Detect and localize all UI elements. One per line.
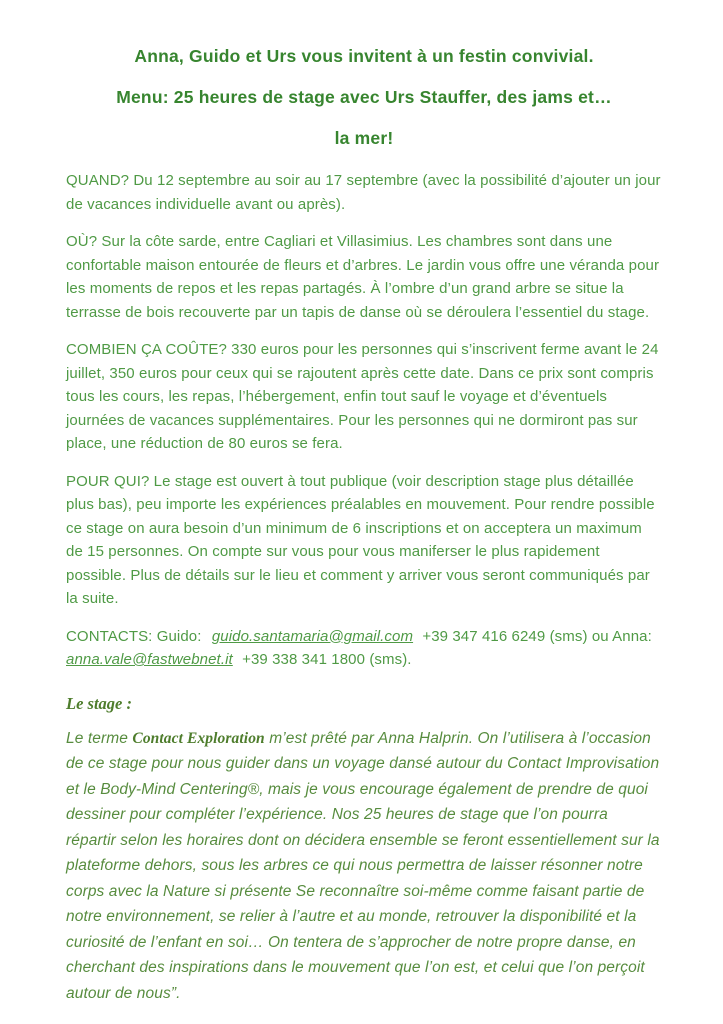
title-line-2: Menu: 25 heures de stage avec Urs Stauffer, des jams et… (116, 87, 612, 107)
guido-phone: +39 347 416 6249 (sms) ou (422, 627, 609, 645)
stage-body-text: m’est prêté par Anna Halprin. On l’utilisera à l’occasion de ce stage pour nous guider dans un voyage dansé autour du Contact Improvisation et le Body-Mind Centering®, mais je vous encourage également de prendre de quoi dessiner pour compléter l’expérience. Nos 25 heures de stage que l’on pourra répartir selon les horaires dont on décidera ensemble se feront essentiellement sur la plateforme dehors, sous les arbres ce qui nous permettra de laisser résonner notre corps avec la Nature si présente Se reconnaître soi-même comme faisant partie de notre environnement, se relier à l’autre et au monde, retrouver la disponibilité et la curiosité de l’enfant en soi… On tentera de s’approcher de notre propre danse, en cherchant des inspirations dans le mouvement que l’on est, et celui que l’on perçoit autour de nous”. (66, 729, 660, 1002)
anna-email-link[interactable]: anna.vale@fastwebnet.it (66, 651, 233, 668)
title-line-3: la mer! (334, 128, 394, 148)
paragraph-pour-qui: POUR QUI? Le stage est ouvert à tout publique (voir description stage plus détaillée plus bas), peu importe les expériences préalables en mouvement. Pour rendre possible ce stage on aura besoin d’un minimum de 6 inscriptions et on acceptera un maximum de 15 personnes. On compte sur vous pour vous maniferser le plus rapidement possible. Plus de détails sur le lieu et comment y arriver vous seront communiqués par la suite. (66, 472, 655, 607)
contacts-prefix: CONTACTS: Guido: (66, 627, 202, 645)
stage-term-contact-exploration: Contact Exploration (132, 729, 265, 747)
paragraph-quand: QUAND? Du 12 septembre au soir au 17 septembre (avec la possibilité d’ajouter un jour de vacances individuelle avant ou après). (66, 172, 661, 213)
paragraph-combien: COMBIEN ÇA COÛTE? 330 euros pour les personnes qui s’inscrivent ferme avant le 24 juillet, 350 euros pour ceux qui se rajoutent après cette date. Dans ce prix sont compris tous les cours, les repas, l’hébergement, enfin tout sauf le voyage et d’éventuels journées de vacances supplémentaires. Pour les personnes qui ne dormiront pas sur place, une réduction de 80 euros se fera. (66, 341, 659, 452)
anna-label: Anna: (612, 627, 652, 645)
guido-email-link[interactable]: guido.santamaria@gmail.com (211, 627, 414, 645)
anna-phone: +39 338 341 1800 (sms). (242, 651, 412, 668)
document-title (66, 36, 662, 159)
paragraph-contacts (66, 625, 662, 672)
paragraph-ou: OÙ? Sur la côte sarde, entre Cagliari et Villasimius. Les chambres sont dans une confortable maison entourée de fleurs et d’arbres. Le jardin vous offre une véranda pour les moments de repos et les repas partagés. À l’ombre d’un grand arbre se situe la terrasse de bois recouverte par un tapis de danse où se déroulera l’essentiel du stage. (66, 233, 660, 321)
stage-intro-text: Le terme (66, 729, 133, 747)
stage-description (66, 726, 662, 1007)
title-line-1: Anna, Guido et Urs vous invitent à un festin convivial. (134, 46, 594, 66)
stage-section-heading: Le stage : (66, 693, 132, 713)
